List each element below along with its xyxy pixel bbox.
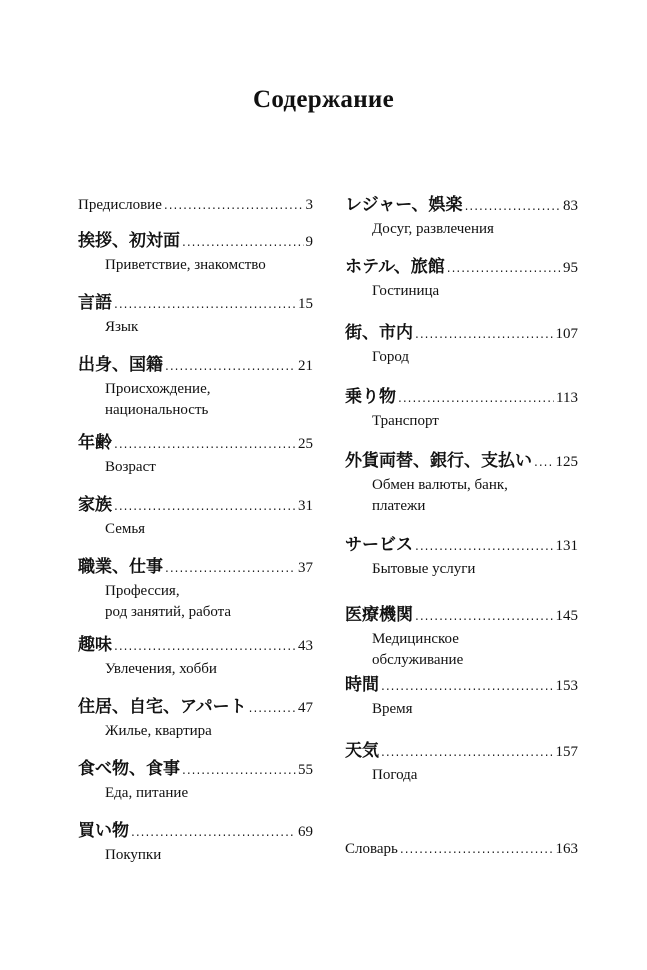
toc-entry-subtitle: Семья: [105, 521, 146, 537]
toc-entry-page: 43: [298, 638, 313, 654]
toc-entry-page: 125: [555, 454, 578, 470]
toc-entry-line: [345, 254, 578, 281]
toc-entry-line: [78, 430, 313, 457]
toc-entry-page: 107: [555, 326, 578, 342]
toc-entry[interactable]: [78, 632, 313, 680]
toc-entry[interactable]: [78, 290, 313, 338]
toc-entry[interactable]: [345, 384, 578, 432]
toc-entry-page: 69: [298, 824, 313, 840]
toc-entry-line: [78, 192, 313, 218]
toc-entry[interactable]: [345, 254, 578, 302]
toc-entry-subtitle: Обмен валюты, банк,: [372, 477, 508, 493]
toc-entry-line: [78, 290, 313, 317]
toc-entry-heading: 買い物: [78, 821, 129, 841]
toc-entry-heading: 街、市内: [345, 323, 413, 343]
toc-entry-page: 131: [555, 538, 578, 554]
dot-leader: [131, 819, 296, 845]
toc-entry-subtitle: Профессия,: [105, 583, 180, 599]
toc-entry-line: [78, 228, 313, 255]
toc-entry-subtitle: Гостиница: [372, 283, 440, 299]
dot-leader: [182, 757, 296, 783]
dot-leader: [381, 673, 554, 699]
toc-entry[interactable]: [345, 320, 578, 368]
toc-entry-heading: 天気: [345, 741, 379, 761]
toc-entry-page: 113: [556, 390, 578, 406]
toc-entry-heading: 住居、自宅、アパート: [78, 697, 247, 717]
toc-entry-subtitle: Возраст: [105, 459, 156, 475]
toc-entry[interactable]: [78, 492, 313, 540]
toc-entry-page: 37: [298, 560, 313, 576]
dot-leader: [415, 533, 554, 559]
dot-leader: [447, 255, 561, 281]
toc-entry-subtitle: Медицинское: [372, 631, 459, 647]
toc-entry-line: [78, 694, 313, 721]
toc-entry-page: 153: [555, 678, 578, 694]
toc-entry-page: 163: [555, 841, 578, 857]
toc-entry-heading: 家族: [78, 495, 112, 515]
toc-entry-subtitle: платежи: [372, 498, 426, 514]
toc-entry-line: [78, 756, 313, 783]
toc-entry-heading: Словарь: [345, 841, 398, 857]
toc-entry-subtitle: национальность: [105, 402, 209, 418]
toc-entry[interactable]: [345, 448, 578, 517]
dot-leader: [114, 493, 296, 519]
toc-entry-heading: 言語: [78, 293, 112, 313]
toc-entry-heading: 挨拶、初対面: [78, 231, 180, 251]
toc-entry-line: [345, 738, 578, 765]
dot-leader: [182, 229, 304, 255]
toc-entry-subtitle: Город: [372, 349, 410, 365]
toc-entry-page: 21: [298, 358, 313, 374]
toc-entry-subtitle: Язык: [105, 319, 139, 335]
dot-leader: [415, 321, 554, 347]
toc-entry-subtitle: Транспорт: [372, 413, 439, 429]
toc-entry[interactable]: [78, 352, 313, 421]
toc-entry-page: 55: [298, 762, 313, 778]
toc-entry-line: [345, 672, 578, 699]
toc-entry-page: 83: [563, 198, 578, 214]
toc-entry-heading: 医療機関: [345, 605, 413, 625]
toc-entry-line: [345, 320, 578, 347]
toc-entry[interactable]: [78, 694, 313, 742]
toc-entry-heading: 職業、仕事: [78, 557, 163, 577]
toc-entry-line: [345, 602, 578, 629]
toc-entry[interactable]: [78, 228, 313, 276]
toc-entry[interactable]: [78, 756, 313, 804]
toc-entry-line: [78, 352, 313, 379]
toc-entry-subtitle: Досуг, развлечения: [372, 221, 494, 237]
dot-leader: [398, 385, 554, 411]
dot-leader: [165, 555, 296, 581]
toc-entry-subtitle: Увлечения, хобби: [105, 661, 217, 677]
toc-entry[interactable]: [78, 192, 313, 218]
toc-entry-heading: 時間: [345, 675, 379, 695]
dot-leader: [381, 739, 554, 765]
toc-entry-page: 9: [305, 234, 313, 250]
toc-entry-subtitle: Покупки: [105, 847, 162, 863]
toc-entry-page: 145: [555, 608, 578, 624]
toc-entry-subtitle: Жилье, квартира: [105, 723, 212, 739]
toc-entry-subtitle: Бытовые услуги: [372, 561, 476, 577]
toc-entry-page: 25: [298, 436, 313, 452]
toc-entry[interactable]: [78, 818, 313, 866]
toc-entry-subtitle: род занятий, работа: [105, 604, 232, 620]
toc-entry[interactable]: [345, 738, 578, 786]
toc-entry-page: 31: [298, 498, 313, 514]
toc-entry-heading: 乗り物: [345, 387, 396, 407]
toc-entry-line: [345, 836, 578, 862]
toc-entry-page: 47: [298, 700, 313, 716]
toc-entry-heading: ホテル、旅館: [345, 257, 445, 277]
dot-leader: [465, 193, 561, 219]
toc-entry-line: [345, 448, 578, 475]
toc-entry[interactable]: [345, 836, 578, 862]
toc-entry-line: [78, 632, 313, 659]
toc-entry-subtitle: Время: [372, 701, 413, 717]
toc-entry-subtitle: Приветствие, знакомство: [105, 257, 266, 273]
dot-leader: [534, 449, 554, 475]
toc-entry-line: [345, 192, 578, 219]
toc-entry-subtitle: Происхождение,: [105, 381, 211, 397]
toc-entry-heading: 趣味: [78, 635, 112, 655]
toc-entry[interactable]: [78, 554, 313, 623]
toc-entry-heading: 年齢: [78, 433, 112, 453]
dot-leader: [165, 353, 296, 379]
toc-entry[interactable]: [78, 430, 313, 478]
toc-entry-line: [78, 554, 313, 581]
toc-entry-line: [345, 384, 578, 411]
toc-entry-heading: 出身、国籍: [78, 355, 163, 375]
dot-leader: [114, 431, 296, 457]
toc-entry-subtitle: обслуживание: [372, 652, 464, 668]
toc-entry-heading: レジャー、娯楽: [345, 195, 463, 215]
toc-entry-subtitle: Погода: [372, 767, 418, 783]
dot-leader: [114, 633, 296, 659]
toc-entry[interactable]: [345, 192, 578, 240]
toc-entry-line: [345, 532, 578, 559]
toc-entry-page: 15: [298, 296, 313, 312]
toc-entry-heading: 外貨両替、銀行、支払い: [345, 451, 532, 471]
toc-entry[interactable]: [345, 532, 578, 580]
dot-leader: [164, 192, 304, 218]
toc-entry-line: [78, 492, 313, 519]
dot-leader: [249, 695, 296, 721]
dot-leader: [114, 291, 296, 317]
toc-entry-heading: サービス: [345, 535, 413, 555]
toc-entry-page: 3: [305, 197, 313, 213]
toc-entry-line: [78, 818, 313, 845]
toc-entry-subtitle: Еда, питание: [105, 785, 189, 801]
toc-entry-heading: 食べ物、食事: [78, 759, 180, 779]
dot-leader: [415, 603, 554, 629]
toc-entry-page: 95: [563, 260, 578, 276]
page-title: Содержание: [252, 86, 394, 113]
toc-entry[interactable]: [345, 672, 578, 720]
toc-entry[interactable]: [345, 602, 578, 671]
dot-leader: [400, 836, 554, 862]
toc-entry-heading: Предисловие: [78, 197, 162, 213]
toc-entry-page: 157: [555, 744, 578, 760]
